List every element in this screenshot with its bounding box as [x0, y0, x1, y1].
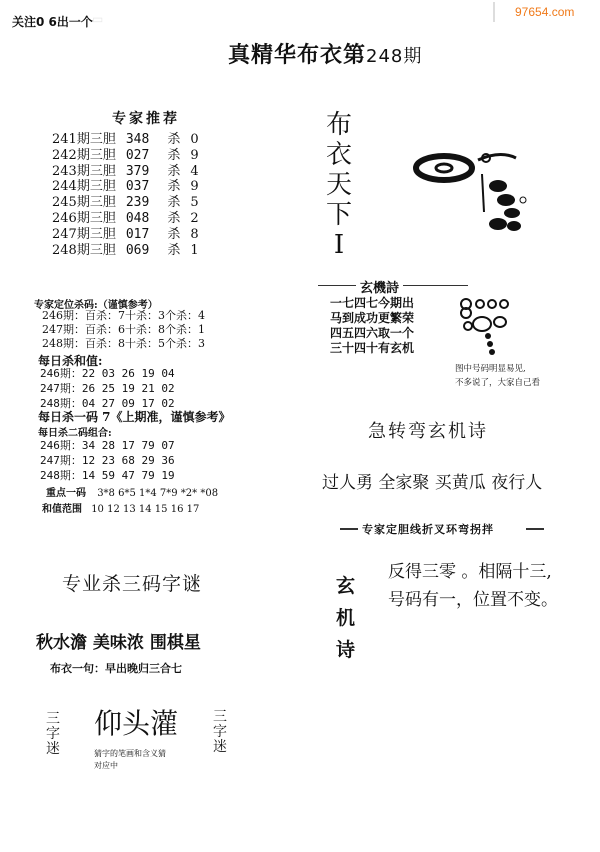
expert-row: [52, 227, 199, 243]
poem-text: [388, 558, 558, 614]
expert-issue: 246期三胆: [52, 210, 116, 226]
sum-range-label: 和值范围: [42, 504, 82, 515]
roman-numeral: I: [333, 230, 345, 260]
vertical-char: 字: [46, 726, 60, 742]
xuanji-poem: [330, 296, 414, 356]
expert-kill-num: 2: [190, 210, 199, 226]
ghost-mark: ▭: [92, 12, 104, 26]
list-item: 246期：34 28 17 79 07: [40, 439, 175, 452]
expert-kill-num: 8: [190, 226, 199, 242]
expert-row: [52, 243, 199, 259]
title-issue: 248期: [366, 46, 423, 67]
list-item: 246期：22 03 26 19 04: [40, 367, 175, 380]
vertical-char: 机: [336, 607, 356, 629]
vertical-char: 迷: [213, 739, 227, 755]
buyi-vertical-title: [326, 110, 352, 260]
vertical-char: 迷: [46, 741, 60, 757]
expert-issue: 244期三胆: [52, 179, 116, 195]
left-vertical-label: [46, 712, 60, 757]
riddle-sketch-figure: [400, 140, 540, 240]
xuanji-note-2: 不多说了，大家自己看: [455, 378, 541, 388]
expert-kill-num: 4: [190, 163, 199, 179]
focus-label: 重点一码: [46, 488, 86, 499]
xuanji-heading: 玄機詩: [356, 277, 403, 296]
expert-list: [52, 132, 199, 258]
poem-line: 三十四十有玄机: [330, 341, 415, 355]
one-kill-sub: 每日杀二码组合:: [38, 428, 112, 439]
expert-kill-num: 1: [190, 242, 199, 258]
expert-issue: 243期三胆: [52, 163, 116, 179]
position-kill-list: [42, 309, 205, 351]
poem-line: 马到成功更繁荣: [330, 311, 415, 325]
watermark-url: 97654.com: [515, 5, 575, 19]
expert-nums: 239: [125, 195, 150, 211]
vertical-char: 天: [326, 170, 353, 200]
expert-heading: 专家推荐: [112, 111, 180, 127]
riddle3-heading: 专业杀三码字谜: [62, 573, 203, 595]
vertical-char: 字: [213, 724, 227, 740]
expert-kill: 杀: [167, 147, 181, 163]
expert-kill: 杀: [167, 242, 181, 258]
vertical-char: 三: [46, 711, 60, 727]
two-kill-list: [40, 438, 175, 483]
buyi-line: 布衣一句：早出晚归三合七: [50, 662, 182, 675]
bead-sketch-figure: [458, 296, 522, 358]
guess4-line: 过人勇 全家聚 买黄瓜 夜行人: [322, 473, 543, 493]
list-item: 248期：百杀：8十杀：5个杀：3: [42, 337, 205, 350]
sum-range-row: [42, 500, 199, 515]
list-item: 247期：26 25 19 21 02: [40, 382, 175, 395]
vertical-char: 布: [326, 110, 353, 140]
expert-issue: 242期三胆: [52, 147, 116, 163]
expert-kill-num: 9: [190, 179, 199, 195]
page-title: [228, 38, 422, 69]
expert-nums: 048: [125, 210, 150, 226]
expert-row: [52, 211, 199, 227]
expert-row: [52, 179, 199, 195]
list-item: 247期：12 23 68 29 36: [40, 454, 175, 467]
poem-line: 四五四六取一个: [330, 326, 415, 340]
expert-row: [52, 132, 199, 148]
expert-row: [52, 164, 199, 180]
expert-nums: 037: [125, 179, 150, 195]
sum-kill-heading: 每日杀和值:: [38, 354, 103, 368]
sum-kill-list: [40, 366, 175, 411]
expert-kill: 杀: [167, 226, 181, 242]
riddle-big-text: 仰头灌: [94, 707, 179, 740]
expert-row: [52, 148, 199, 164]
vertical-char: 下: [326, 200, 353, 230]
expert-nums: 027: [125, 147, 150, 163]
expert-issue: 245期三胆: [52, 195, 116, 211]
position-kill-heading: 专家定位杀码:（谨慎参考）: [34, 300, 158, 311]
expert-kill: 杀: [167, 195, 181, 211]
expert-nums: 348: [125, 132, 150, 147]
vertical-char: 玄: [336, 575, 356, 597]
title-text: 真精华布衣第: [228, 43, 367, 68]
expert-kill: 杀: [167, 163, 181, 179]
focus-row: [46, 484, 218, 499]
expert-nums: 017: [125, 226, 150, 242]
poem-line: 反得三零 。相隔十三,: [388, 562, 552, 582]
expert-kill: 杀: [167, 179, 181, 195]
watermark: [493, 0, 600, 24]
right-vertical-label: [213, 710, 227, 755]
riddle3-items: 秋水澹 美味浓 围棋星: [36, 633, 201, 653]
expert-row: [52, 195, 199, 211]
follow-note: 关注0 6出一个: [12, 15, 93, 29]
poem-line: 一七四七今期出: [330, 296, 415, 310]
list-item: 248期：04 27 09 17 02: [40, 397, 175, 410]
vertical-char: 衣: [326, 140, 353, 170]
expert-issue: 247期三胆: [52, 226, 116, 242]
expert-issue: 241期三胆: [52, 132, 116, 147]
riddle-hint-2: 对应中: [94, 761, 118, 770]
vertical-char: 诗: [336, 639, 356, 661]
poem-line: 号码有一，位置不变。: [388, 590, 558, 610]
focus-text: 3*8 6*5 1*4 7*9 *2* *08: [97, 488, 219, 499]
poem-vertical-label: [336, 570, 355, 666]
expert-kill-num: 9: [190, 147, 199, 163]
expert-line: 专家定胆线折叉环弯拐拌: [362, 523, 494, 536]
one-kill-heading: 每日杀一码 7《上期准，谨慎参考》: [38, 410, 231, 424]
sum-range-text: 10 12 13 14 15 16 17: [91, 504, 200, 515]
urgent-poem-heading: 急转弯玄机诗: [368, 421, 488, 442]
expert-nums: 069: [125, 242, 150, 258]
vertical-char: 三: [213, 709, 227, 725]
expert-nums: 379: [125, 163, 150, 179]
expert-issue: 248期三胆: [52, 242, 116, 258]
list-item: 248期：14 59 47 79 19: [40, 469, 175, 482]
list-item: 247期：百杀：6十杀：8个杀：1: [42, 323, 205, 336]
expert-kill: 杀: [167, 132, 181, 147]
expert-kill-num: 5: [190, 195, 199, 211]
expert-kill: 杀: [167, 210, 181, 226]
expert-kill-num: 0: [190, 132, 199, 147]
xuanji-note: 图中号码明显易见,: [455, 364, 526, 374]
list-item: 246期：百杀：7十杀：3个杀：4: [42, 309, 205, 322]
riddle-hint: 猜字的笔画和含义猜: [94, 749, 166, 758]
